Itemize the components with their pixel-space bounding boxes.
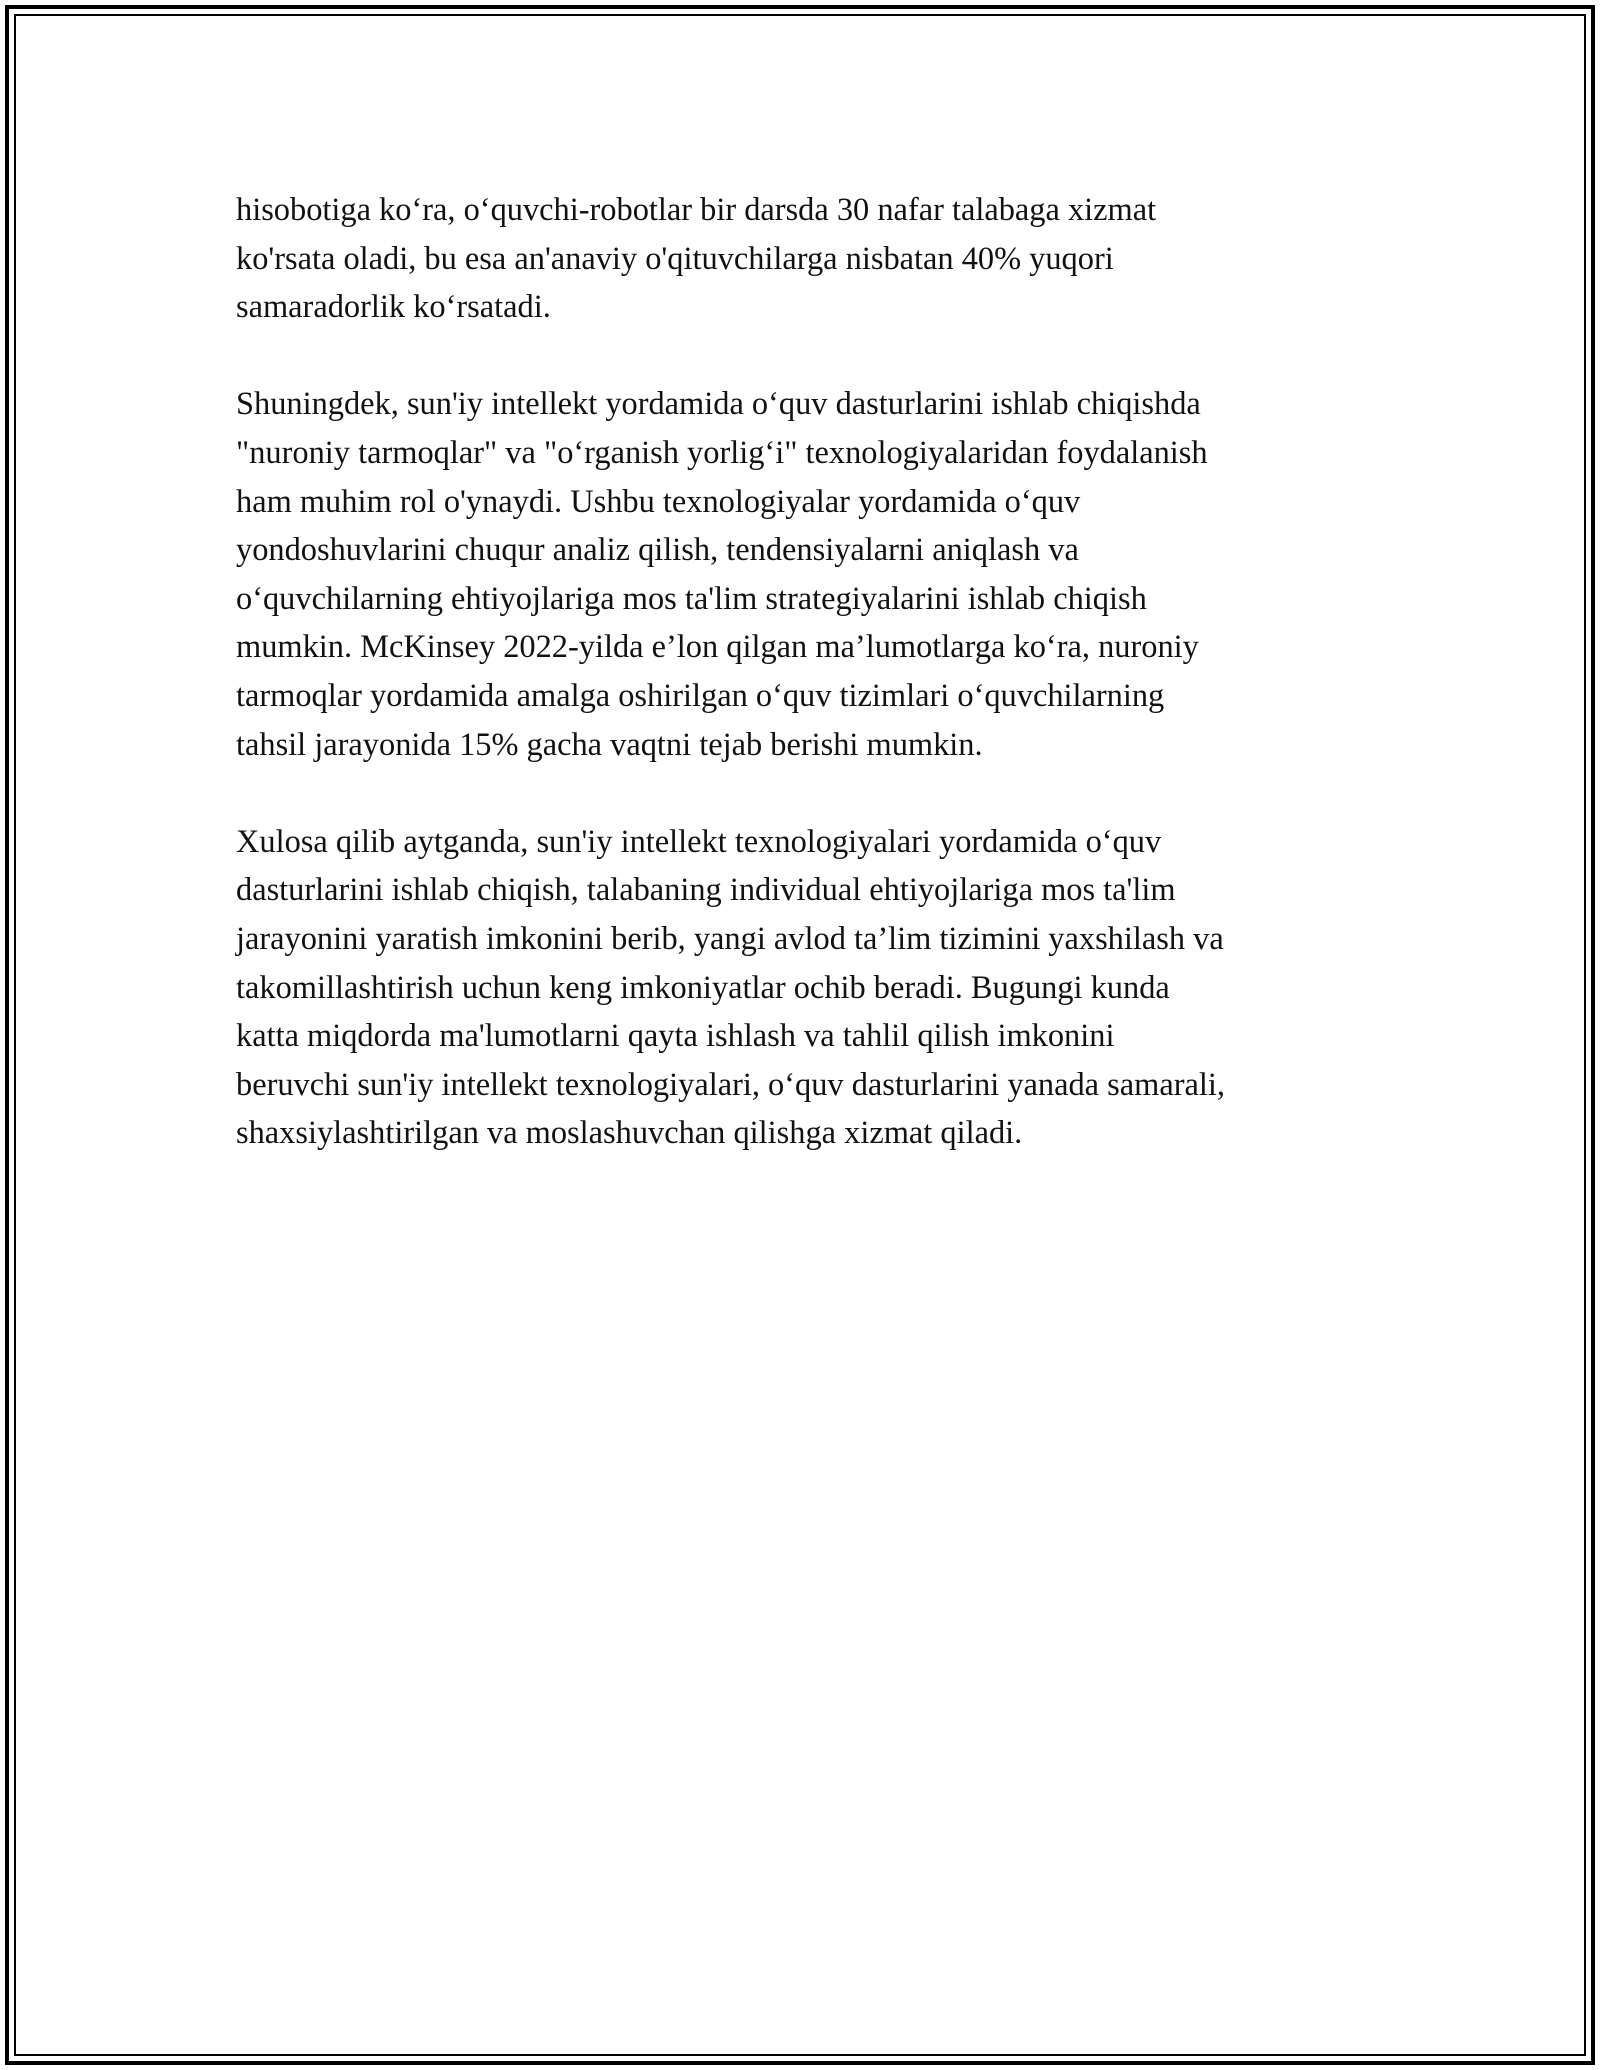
paragraph-line: ham muhim rol o'ynaydi. Ushbu texnologiyalar yordamida o‘quv	[236, 483, 1081, 520]
paragraph-3	[236, 818, 1366, 1158]
paragraph-line: jarayonini yaratish imkonini berib, yangi avlod ta’lim tizimini yaxshilash va	[236, 920, 1224, 957]
paragraph-line: "nuroniy tarmoqlar" va "o‘rganish yorlig‘i" texnologiyalaridan foydalanish	[236, 434, 1208, 471]
paragraph-line: ko'rsata oladi, bu esa an'anaviy o'qituvchilarga nisbatan 40% yuqori	[236, 240, 1114, 277]
paragraph-line: Shuningdek, sun'iy intellekt yordamida o‘quv dasturlarini ishlab chiqishda	[236, 386, 1201, 423]
paragraph-line: hisobotiga ko‘ra, o‘quvchi-robotlar bir darsda 30 nafar talabaga xizmat	[236, 192, 1157, 228]
paragraph-line: dasturlarini ishlab chiqish, talabaning individual ehtiyojlariga mos ta'lim	[236, 872, 1176, 909]
paragraph-line: katta miqdorda ma'lumotlarni qayta ishlash va tahlil qilish imkonini	[236, 1018, 1115, 1055]
paragraph-line: beruvchi sun'iy intellekt texnologiyalari, o‘quv dasturlarini yanada samarali,	[236, 1066, 1225, 1103]
paragraph-line: shaxsiylashtirilgan va moslashuvchan qilishga xizmat qiladi.	[236, 1115, 1023, 1152]
paragraph-line: tahsil jarayonida 15% gacha vaqtni tejab berishi mumkin.	[236, 726, 983, 763]
paragraph-line: tarmoqlar yordamida amalga oshirilgan o‘quv tizimlari o‘quvchilarning	[236, 677, 1165, 714]
paragraph-1	[236, 186, 1366, 332]
paragraph-line: mumkin. McKinsey 2022-yilda e’lon qilgan ma’lumotlarga ko‘ra, nuroniy	[236, 629, 1199, 666]
document-body	[236, 186, 1366, 1206]
paragraph-line: takomillashtirish uchun keng imkoniyatlar ochib beradi. Bugungi kunda	[236, 969, 1170, 1006]
paragraph-2	[236, 380, 1366, 769]
paragraph-line: Xulosa qilib aytganda, sun'iy intellekt texnologiyalari yordamida o‘quv	[236, 823, 1162, 860]
paragraph-line: samaradorlik ko‘rsatadi.	[236, 289, 551, 326]
paragraph-line: o‘quvchilarning ehtiyojlariga mos ta'lim strategiyalarini ishlab chiqish	[236, 580, 1147, 617]
paragraph-line: yondoshuvlarini chuqur analiz qilish, tendensiyalarni aniqlash va	[236, 532, 1079, 569]
